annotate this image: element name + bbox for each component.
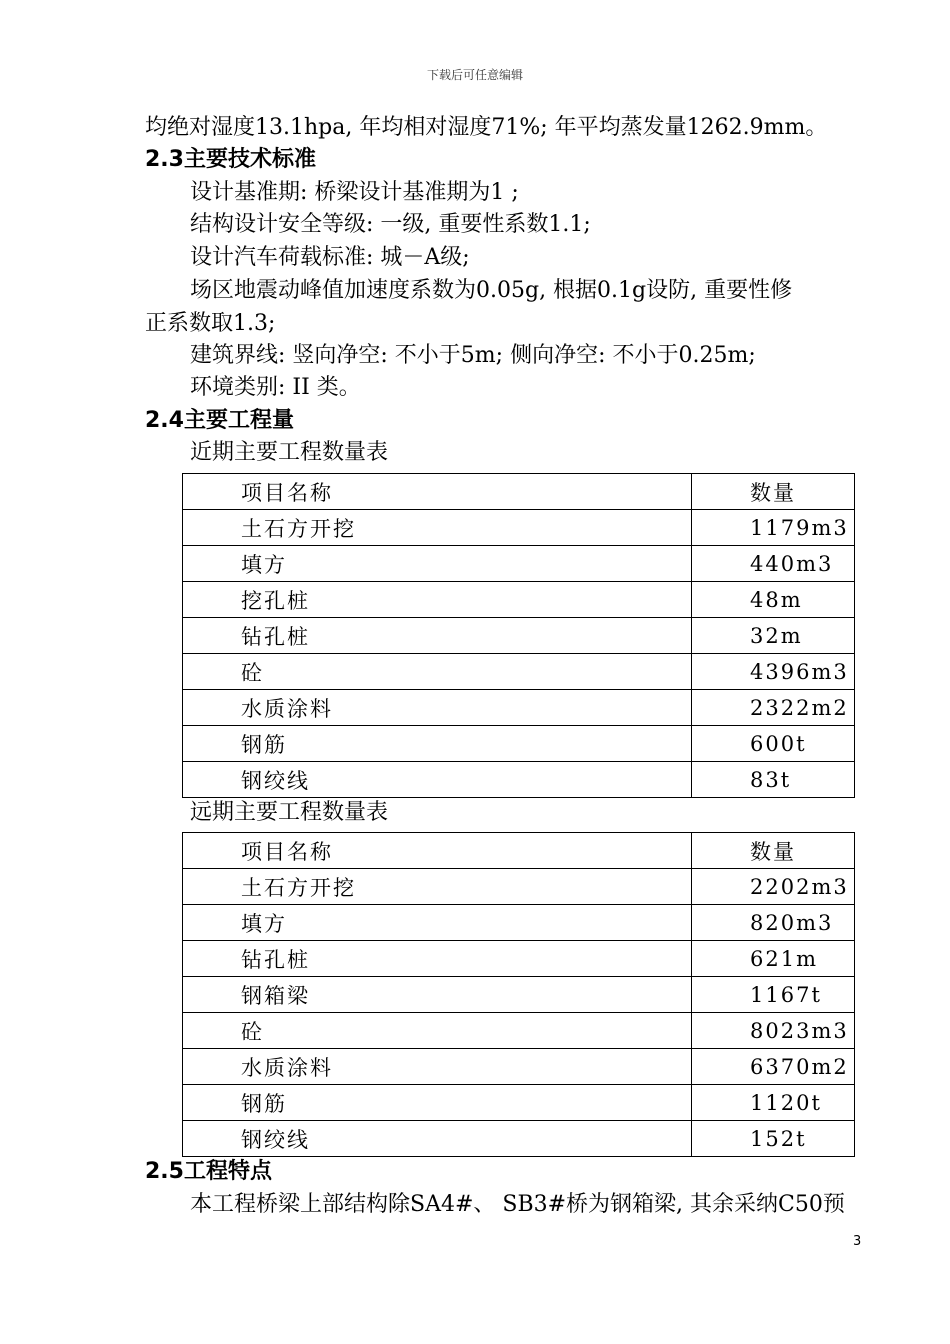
item-name: 填方 [183,546,692,582]
table-row [183,869,855,905]
item-quantity: 2202m3 [692,869,855,905]
item-name: 土石方开挖 [183,510,692,546]
far-quantity-table [182,832,855,1157]
header-item-name: 项目名称 [183,833,692,869]
item-name: 挖孔桩 [183,582,692,618]
header-quantity: 数量 [692,833,855,869]
item-name: 水质涂料 [183,1049,692,1085]
item-quantity: 32m [692,618,855,654]
table-row [183,941,855,977]
item-quantity: 600t [692,726,855,762]
item-quantity: 1167t [692,977,855,1013]
far-table-caption: 远期主要工程数量表 [190,800,389,825]
section-2-4-heading: 2.4主要工程量 [145,408,294,433]
standard-environment: 环境类别: II 类。 [190,375,361,400]
item-name: 砼 [183,1013,692,1049]
item-name: 砼 [183,654,692,690]
item-name: 钢筋 [183,726,692,762]
intro-line: 均绝对湿度13.1hpa, 年均相对湿度71%; 年平均蒸发量1262.9mm。 [145,115,828,140]
item-quantity: 48m [692,582,855,618]
standard-seismic-line1: 场区地震动峰值加速度系数为0.05g, 根据0.1g设防, 重要性修 [190,278,793,303]
item-quantity: 1120t [692,1085,855,1121]
table-row [183,1049,855,1085]
header-quantity: 数量 [692,474,855,510]
item-name: 水质涂料 [183,690,692,726]
near-table-caption: 近期主要工程数量表 [190,440,389,465]
item-quantity: 6370m2 [692,1049,855,1085]
table-row [183,905,855,941]
table-header-row [183,833,855,869]
item-quantity: 83t [692,762,855,798]
section-2-5-heading: 2.5工程特点 [145,1159,272,1184]
table-header-row [183,474,855,510]
item-quantity: 440m3 [692,546,855,582]
section-2-3-heading: 2.3主要技术标准 [145,147,316,172]
standard-seismic-line2: 正系数取1.3; [145,311,276,336]
item-quantity: 2322m2 [692,690,855,726]
table-row [183,726,855,762]
item-name: 钢筋 [183,1085,692,1121]
item-name: 填方 [183,905,692,941]
item-name: 钢绞线 [183,762,692,798]
table-row [183,618,855,654]
table-row [183,510,855,546]
table-row [183,1013,855,1049]
item-name: 土石方开挖 [183,869,692,905]
page-number: 3 [853,1234,862,1249]
standard-clearance: 建筑界线: 竖向净空: 不小于5m; 侧向净空: 不小于0.25m; [190,343,756,368]
table-row [183,582,855,618]
item-name: 钻孔桩 [183,941,692,977]
item-quantity: 152t [692,1121,855,1157]
item-quantity: 4396m3 [692,654,855,690]
standard-design-period: 设计基准期: 桥梁设计基准期为1 ; [190,180,519,205]
item-quantity: 1179m3 [692,510,855,546]
item-name: 钢箱梁 [183,977,692,1013]
table-row [183,690,855,726]
table-row [183,977,855,1013]
table-row [183,762,855,798]
header-item-name: 项目名称 [183,474,692,510]
item-quantity: 820m3 [692,905,855,941]
item-quantity: 621m [692,941,855,977]
table-row [183,546,855,582]
standard-vehicle-load: 设计汽车荷载标准: 城－A级; [190,245,470,270]
item-quantity: 8023m3 [692,1013,855,1049]
table-row [183,1121,855,1157]
page-header: 下载后可任意编辑 [426,68,523,82]
table-row [183,654,855,690]
near-quantity-table [182,473,855,798]
item-name: 钻孔桩 [183,618,692,654]
standard-safety-level: 结构设计安全等级: 一级, 重要性系数1.1; [190,212,591,237]
item-name: 钢绞线 [183,1121,692,1157]
table-row [183,1085,855,1121]
section-2-5-text: 本工程桥梁上部结构除SA4#、 SB3#桥为钢箱梁, 其余采纳C50预 [190,1192,845,1217]
